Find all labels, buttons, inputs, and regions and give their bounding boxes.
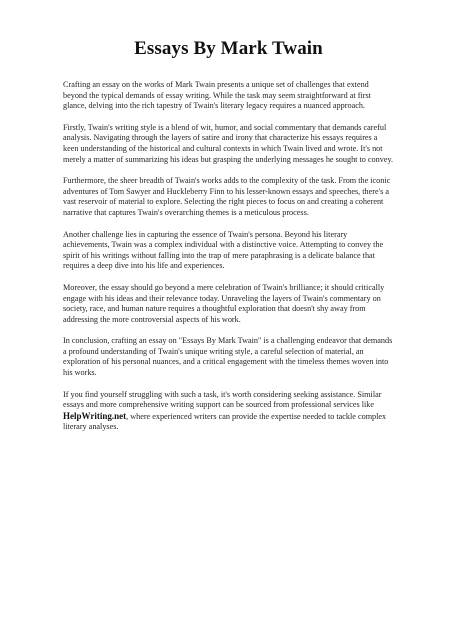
paragraph-intro: Crafting an essay on the works of Mark Twain presents a unique set of challenges that extend beyond the typical demands of essay writing. While the task may seem straightforward at first glance, delving into the rich tapestry of Twain's literary legacy requires a nuanced approach.	[63, 80, 371, 111]
paragraph-assistance	[63, 390, 394, 433]
assistance-text-after-link: , where experienced writers can provide the expertise needed to tackle complex literary analyses.	[63, 411, 387, 432]
assistance-text-before-link: If you find yourself struggling with such a task, it's worth considering seeking assistance. Similar essays and more comprehensive writing support can be sourced from professional services like	[63, 389, 382, 410]
paragraph-writing-style: Firstly, Twain's writing style is a blend of wit, humor, and social commentary that demands careful analysis. Navigating through the layers of satire and irony that characterize his essays requires a keen understanding of the historical and cultural contexts in which Twain lived and wrote. It's not merely a matter of summarizing his ideas but grasping the underlying messages he sought to convey.	[63, 122, 394, 164]
paragraph-critical-engagement: Moreover, the essay should go beyond a mere celebration of Twain's brilliance; it should critically engage with his ideas and their relevance today. Unraveling the layers of Twain's commentary on society, race, and human nature requires a thoughtful exploration that doesn't shy away from addressing the more controversial aspects of his work.	[63, 282, 385, 324]
paragraph-breadth-of-works: Furthermore, the sheer breadth of Twain's works adds to the complexity of the task. From the iconic adventures of Tom Sawyer and Huckleberry Finn to his lesser-known essays and speeches, there's a vast reservoir of material to explore. Selecting the right pieces to focus on and creating a coherent narrative that captures Twain's overarching themes is a meticulous process.	[63, 176, 391, 217]
paragraph-conclusion: In conclusion, crafting an essay on "Essays By Mark Twain" is a challenging endeavor that demands a profound understanding of Twain's unique writing style, a careful selection of material, an exploration of his personal nuances, and a critical engagement with the timeless themes woven into his works.	[63, 336, 393, 378]
paragraph-persona: Another challenge lies in capturing the essence of Twain's persona. Beyond his literary achievements, Twain was a complex individual with a distinctive voice. Attempting to convey the spirit of his writings without falling into the trap of mere paraphrasing is a delicate balance that requires a deep dive into his life and experiences.	[63, 229, 384, 271]
document-title: Essays By Mark Twain	[134, 38, 323, 59]
helpwriting-link[interactable]: HelpWriting.net	[63, 410, 127, 421]
